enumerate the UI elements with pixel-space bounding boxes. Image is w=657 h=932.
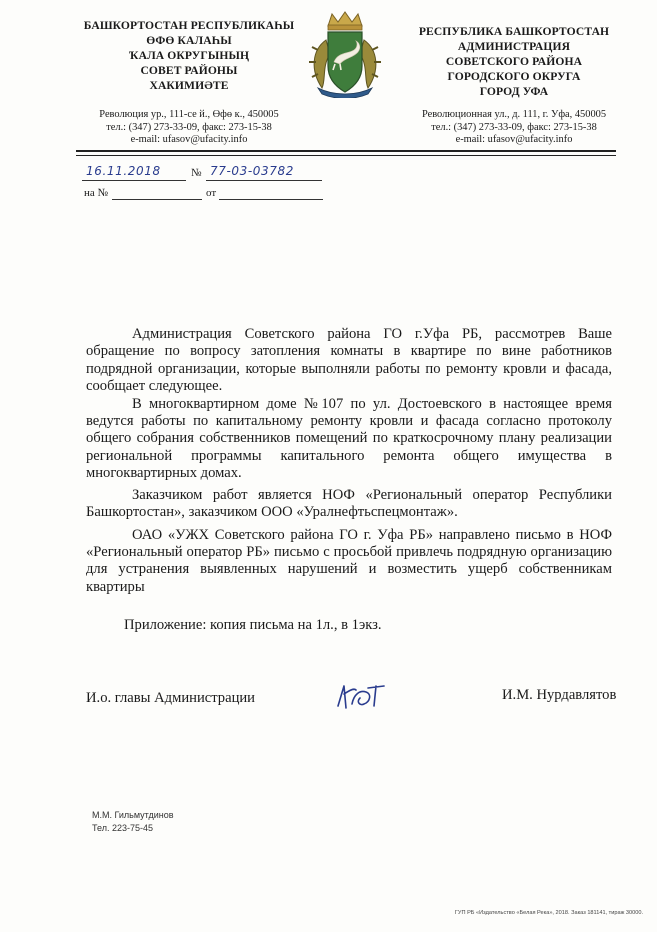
- header-right-line: РЕСПУБЛИКА БАШКОРТОСТАН: [418, 25, 610, 38]
- header-left-org: [70, 18, 308, 93]
- header-right-line: АДМИНИСТРАЦИЯ: [457, 40, 571, 53]
- header-left-line: ҠАЛА ОКРУГЫНЫҢ: [128, 49, 250, 62]
- attachment-note: Приложение: копия письма на 1л., в 1экз.: [124, 617, 382, 633]
- email-line: e-mail: ufasov@ufacity.info: [455, 134, 573, 146]
- executor-phone: Тел. 223-75-45: [92, 823, 153, 833]
- print-house-footer: ГУП РБ «Издательство «Белая Река», 2018. Заказ 181141, тираж 30000.: [454, 910, 643, 916]
- ufa-coat-of-arms-emblem: [304, 10, 386, 98]
- body-paragraph: В многоквартирном доме №107 по ул. Достоевского в настоящее время ведутся работы по капитальному ремонту кровли и фасада согласно протоколу общего собрания собственников помещений по краткосрочному плану реализации региональной программы капитального ремонта общего имущества в многоквартирных домах.: [86, 395, 612, 481]
- header-right-org: [396, 24, 632, 99]
- executor-name: М.М. Гильмутдинов: [92, 810, 174, 820]
- address-line: Революционная ул., д. 111, г. Уфа, 450005: [421, 109, 607, 120]
- header-right-line: СОВЕТСКОГО РАЙОНА: [445, 55, 583, 68]
- reply-number-line: [112, 199, 202, 200]
- address-line: Революция ур., 111-се й., Өфө к., 450005: [99, 109, 279, 120]
- header-divider-thick: [76, 150, 616, 152]
- body-paragraph: Администрация Советского района ГО г.Уфа РБ, рассмотрев Ваше обращение по вопросу затопления комнаты в квартире по вине работников подрядной организации, которые выполняли работы по ремонту кровли и фасада, сообщает следующее.: [86, 326, 612, 394]
- body-paragraph: ОАО «УЖХ Советского района ГО г. Уфа РБ» направлено письмо в НОФ «Региональный оператор РБ» письмо с просьбой привлечь подрядную организацию для устранения выявленных нарушений и возместить ущерб собственникам квартиры: [86, 526, 612, 595]
- email-line: e-mail: ufasov@ufacity.info: [130, 134, 248, 146]
- signatory-name: И.М. Нурдавлятов: [502, 687, 617, 703]
- registration-date: 16.11.2018: [86, 164, 161, 178]
- header-left-line: ХАКИМИӘТЕ: [149, 79, 229, 92]
- phone-line: тел.: (347) 273-33-09, факс: 273-15-38: [431, 121, 597, 133]
- date-underline: [82, 180, 186, 181]
- reply-from-label: от: [206, 187, 217, 199]
- signatory-position: И.о. главы Администрации: [86, 690, 255, 706]
- phone-line: тел.: (347) 273-33-09, факс: 273-15-38: [106, 121, 272, 133]
- number-sign: №: [191, 167, 202, 179]
- letter-body: [86, 326, 612, 596]
- header-right-line: ГОРОДСКОГО ОКРУГА: [447, 70, 581, 83]
- header-left-address: [70, 109, 308, 147]
- header-left-line: БАШКОРТОСТАН РЕСПУБЛИКАҺЫ: [83, 19, 295, 32]
- handwritten-signature: [330, 676, 390, 718]
- header-divider-thin: [76, 155, 616, 156]
- header-left-line: СОВЕТ РАЙОНЫ: [140, 64, 238, 77]
- body-paragraph: Заказчиком работ является НОФ «Региональный оператор Республики Башкортостан», заказчиком ООО «Уралнефтьспецмонтаж».: [86, 487, 612, 521]
- number-underline: [206, 180, 322, 181]
- registration-number: 77-03-03782: [210, 164, 294, 178]
- reply-from-line: [219, 199, 323, 200]
- header-left-line: ӨФӨ КАЛАҺЫ: [146, 34, 232, 47]
- header-right-address: [396, 109, 632, 147]
- reply-number-label: на №: [84, 187, 109, 199]
- header-right-line: ГОРОД УФА: [479, 85, 549, 98]
